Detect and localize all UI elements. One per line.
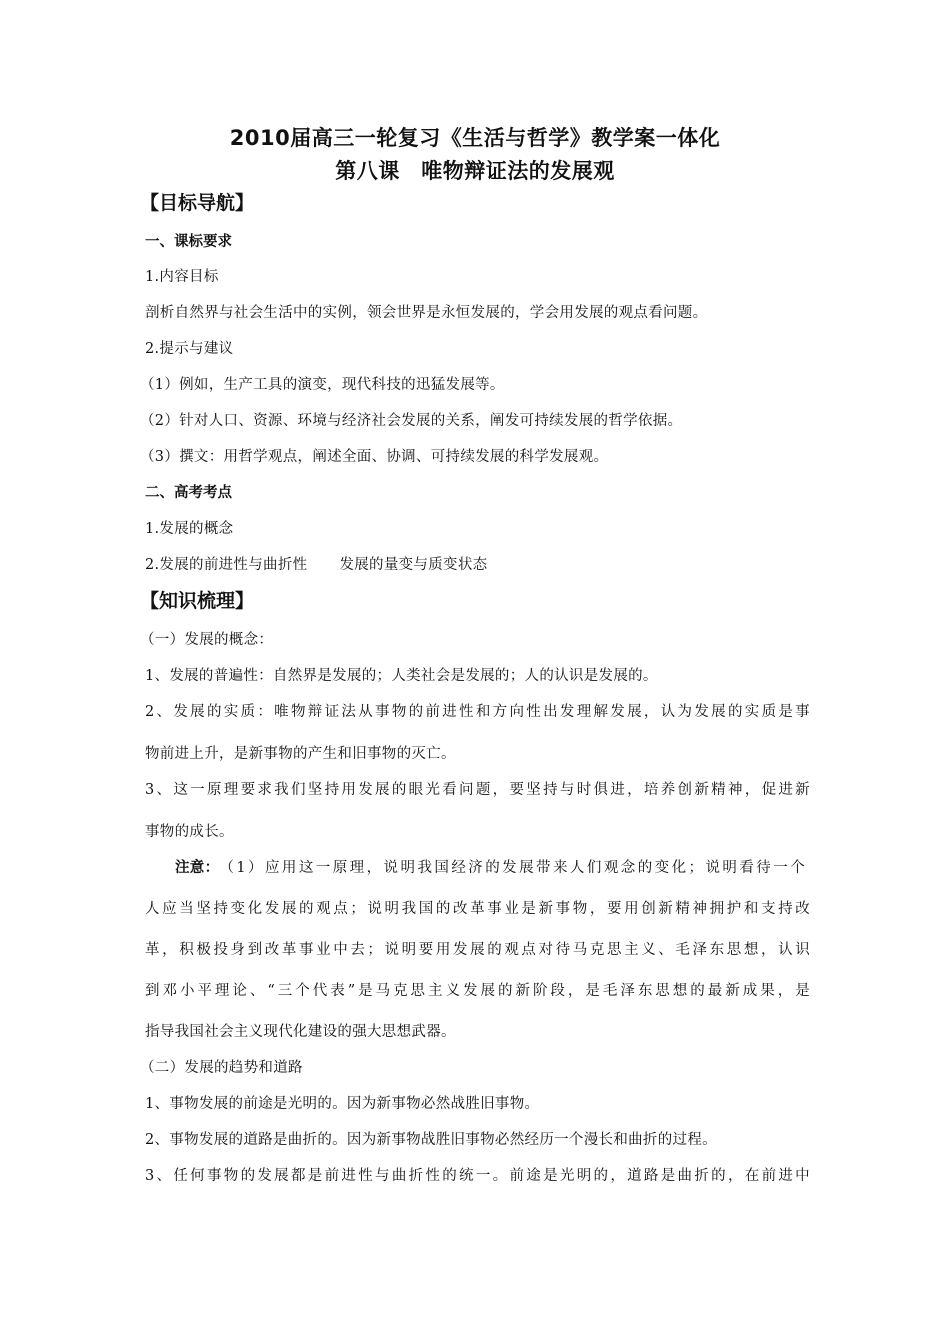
trend-point-2: 2、事物发展的道路是曲折的。因为新事物战胜旧事物必然经历一个漫长和曲折的过程。 xyxy=(145,1132,717,1148)
note-label: 注意： xyxy=(175,860,220,876)
paragraph-universality: 1、发展的普遍性：自然界是发展的；人类社会是发展的；人的认识是发展的。 xyxy=(145,668,658,684)
tip-item: （2）针对人口、资源、环境与经济社会发展的关系，阐发可持续发展的哲学依据。 xyxy=(140,413,683,429)
lesson-title: 第八课 唯物辩证法的发展观 xyxy=(335,159,615,183)
trend-point-3: 3、任何事物的发展都是前进性与曲折性的统一。前途是光明的，道路是曲折的，在前进中 xyxy=(145,1168,810,1184)
note-line-3: 革，积极投身到改革事业中去；说明要用发展的观点对待马克思主义、毛泽东思想，认识 xyxy=(145,942,810,958)
goal-heading: 【目标导航】 xyxy=(140,192,255,214)
curriculum-heading: 一、课标要求 xyxy=(145,234,232,250)
tips-label: 2.提示与建议 xyxy=(145,341,234,357)
trend-section-title: （二）发展的趋势和道路 xyxy=(140,1060,303,1076)
paragraph-requirement-line2: 事物的成长。 xyxy=(145,824,234,840)
note-line-1 xyxy=(175,856,805,877)
exam-point-2b: 发展的量变与质变状态 xyxy=(339,557,488,573)
exam-point-2a: 2.发展的前进性与曲折性 xyxy=(145,557,308,573)
trend-point-1: 1、事物发展的前途是光明的。因为新事物必然战胜旧事物。 xyxy=(145,1096,540,1112)
tip-item: （3）撰文：用哲学观点，阐述全面、协调、可持续发展的科学发展观。 xyxy=(140,449,609,465)
knowledge-heading: 【知识梳理】 xyxy=(140,590,255,612)
tip-item: （1）例如，生产工具的演变，现代科技的迅猛发展等。 xyxy=(140,377,505,393)
note-line-4: 到邓小平理论、“三个代表”是马克思主义发展的新阶段，是毛泽东思想的最新成果，是 xyxy=(145,983,810,999)
note-line-2: 人应当坚持变化发展的观点；说明我国的改革事业是新事物，要用创新精神拥护和支持改 xyxy=(145,901,810,917)
exam-point-2 xyxy=(145,553,810,574)
exam-point-1: 1.发展的概念 xyxy=(145,521,234,537)
paragraph-essence-line2: 物前进上升，是新事物的产生和旧事物的灭亡。 xyxy=(145,746,456,762)
concept-section-title: （一）发展的概念： xyxy=(140,632,274,648)
paragraph-requirement-line1: 3、这一原理要求我们坚持用发展的眼光看问题，要坚持与时俱进，培养创新精神，促进新 xyxy=(145,782,810,798)
content-goal-text: 剖析自然界与社会生活中的实例，领会世界是永恒发展的，学会用发展的观点看问题。 xyxy=(145,305,708,321)
note-text-1: （1）应用这一原理，说明我国经济的发展带来人们观念的变化；说明看待一个 xyxy=(219,860,805,876)
note-line-5: 指导我国社会主义现代化建设的强大思想武器。 xyxy=(145,1024,456,1040)
exam-points-heading: 二、高考考点 xyxy=(145,485,232,501)
document-title: 2010届高三一轮复习《生活与哲学》教学案一体化 xyxy=(229,126,721,150)
paragraph-essence-line1: 2、发展的实质：唯物辩证法从事物的前进性和方向性出发理解发展，认为发展的实质是事 xyxy=(145,704,810,720)
content-goal-label: 1.内容目标 xyxy=(145,269,219,285)
